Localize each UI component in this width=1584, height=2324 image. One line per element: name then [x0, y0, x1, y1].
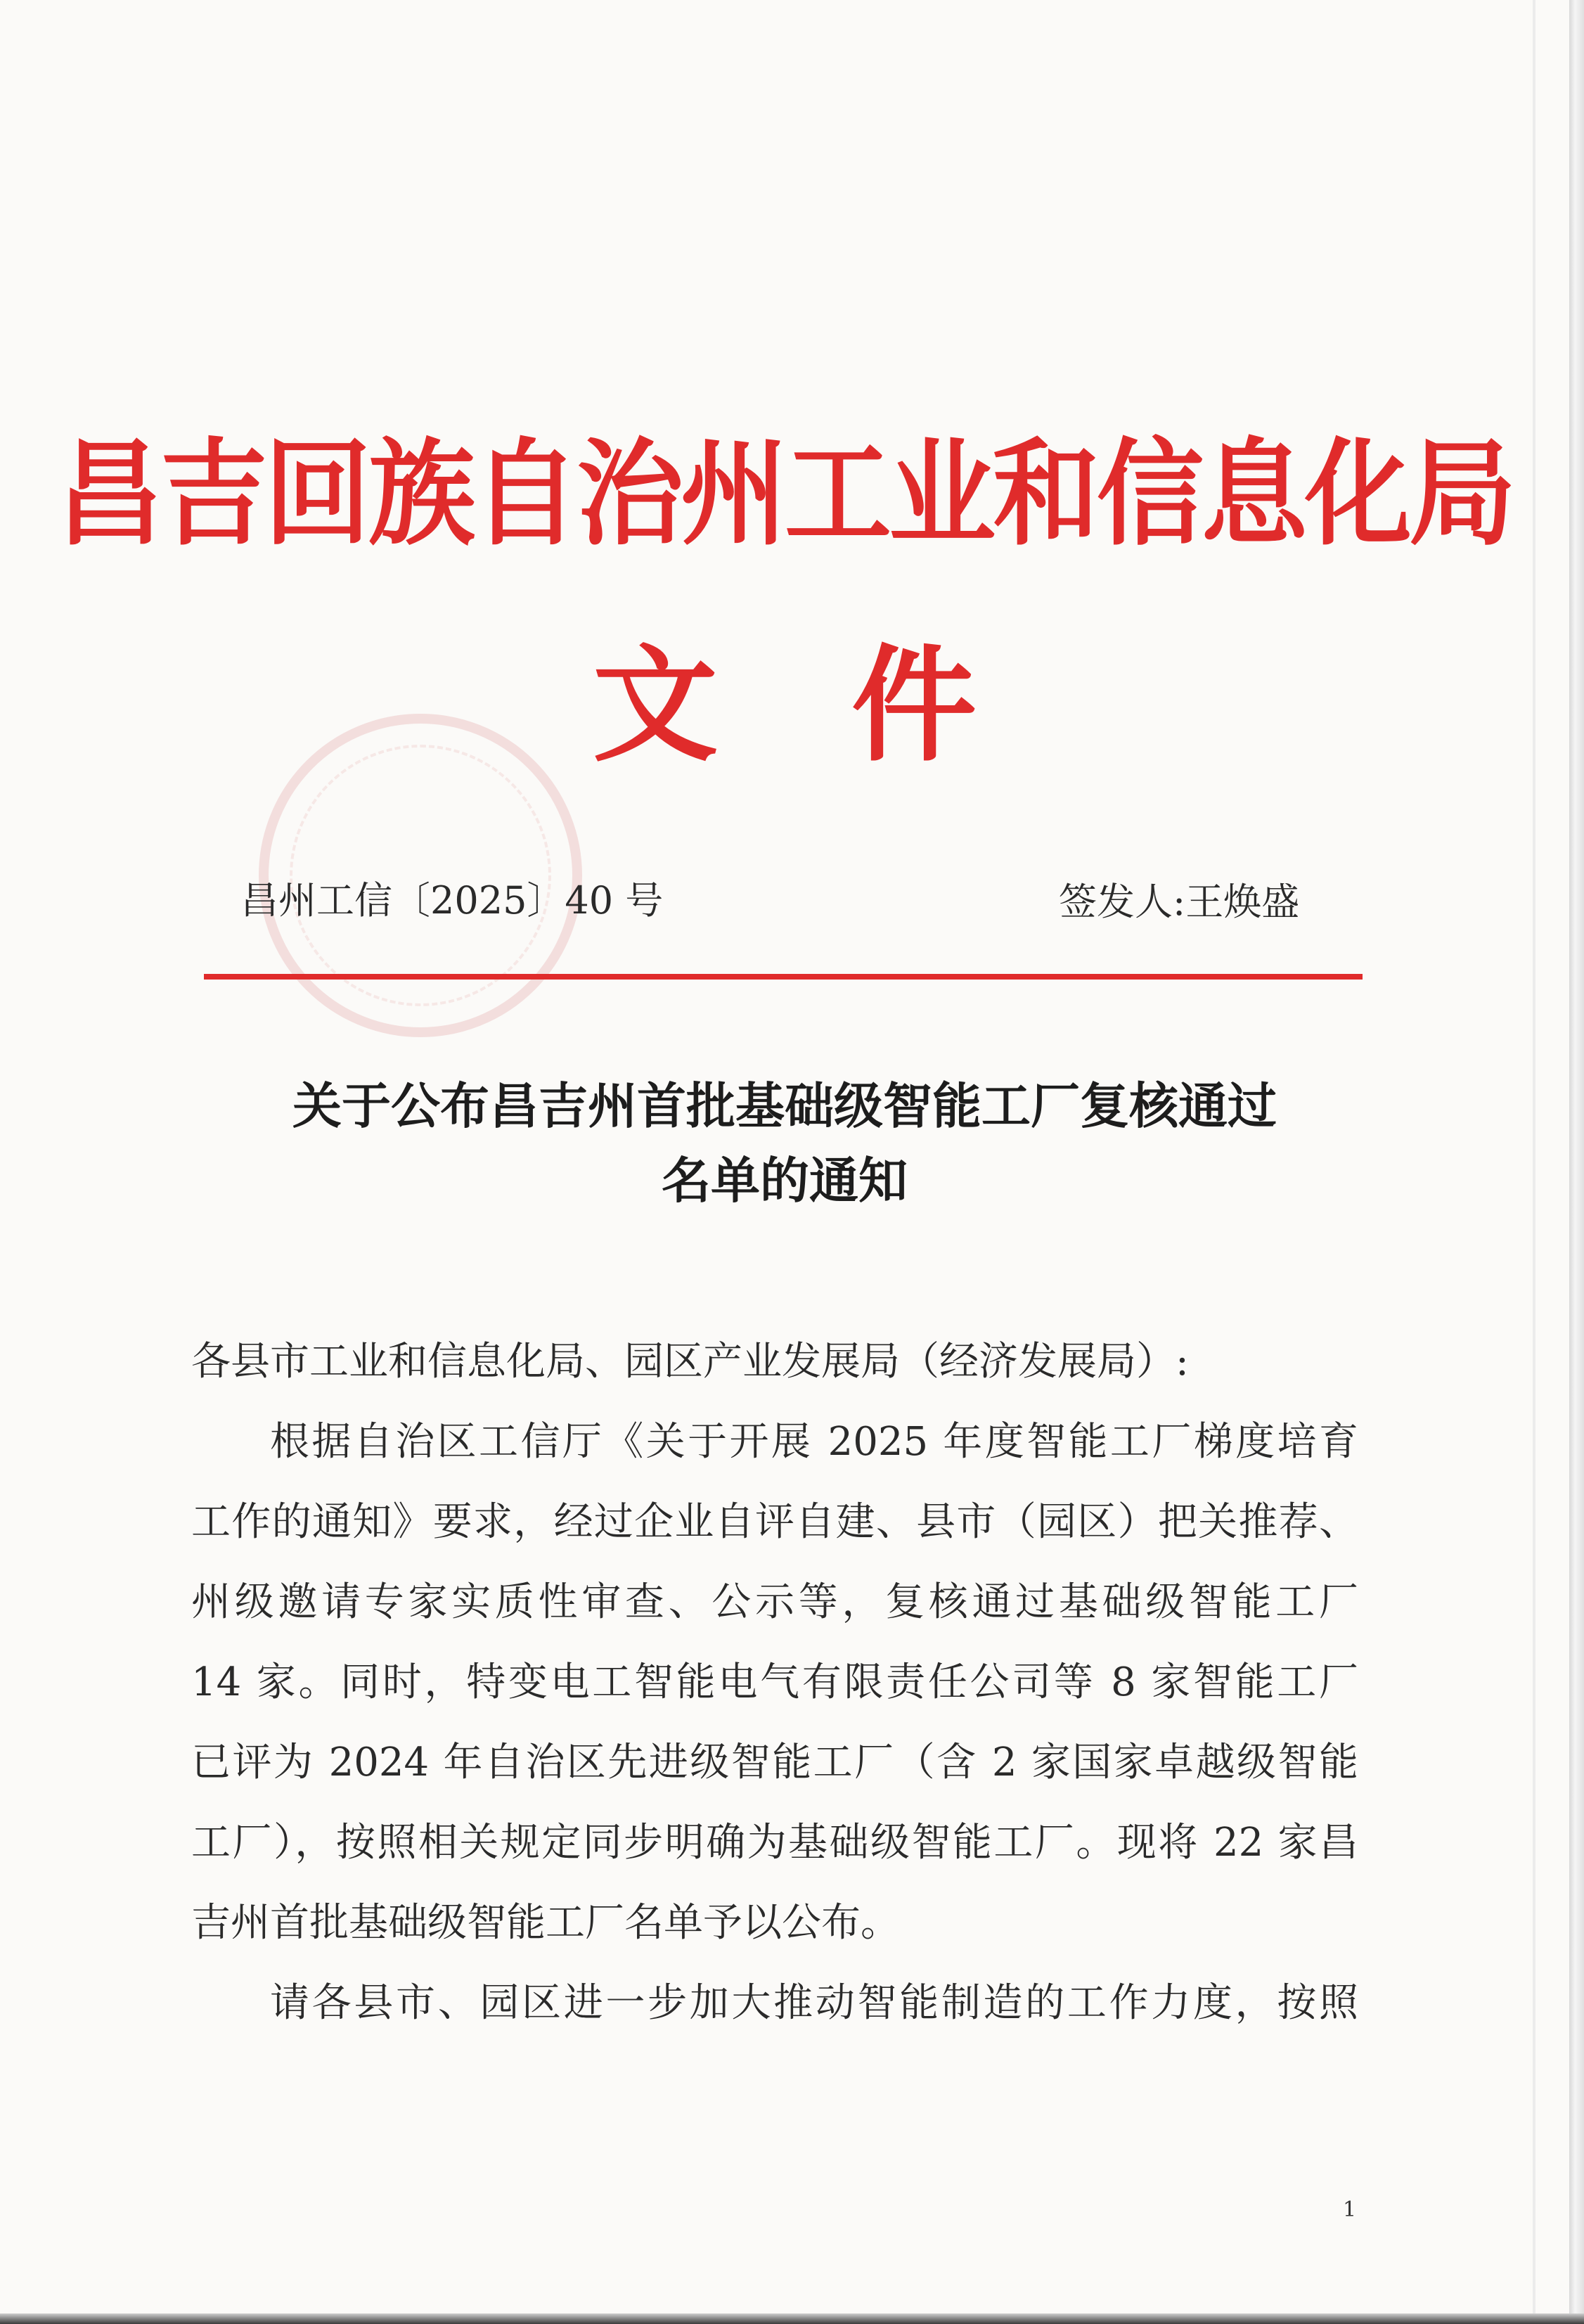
notice-title: [0, 1069, 1569, 1218]
body-line: 工作的通知》要求，经过企业自评自建、县市（园区）把关推荐、: [191, 1499, 1358, 1545]
notice-title-line-2: 名单的通知: [662, 1151, 908, 1209]
signer: 签发人:王焕盛: [1059, 880, 1300, 924]
red-divider-line: [204, 974, 1363, 980]
body-line-salutation: 各县市工业和信息化局、园区产业发展局（经济发展局）:: [191, 1339, 1189, 1385]
body-line: 已评为 2024 年自治区先进级智能工厂（含 2 家国家卓越级智能: [191, 1740, 1358, 1785]
body-line: 工厂），按照相关规定同步明确为基础级智能工厂。现将 22 家昌: [191, 1820, 1358, 1866]
body-line: 州级邀请专家实质性审查、公示等，复核通过基础级智能工厂: [191, 1579, 1358, 1625]
issuing-organization-title: 昌吉回族自治州工业和信息化局: [56, 426, 1513, 562]
body-line: 根据自治区工信厅《关于开展 2025 年度智能工厂梯度培育: [270, 1419, 1358, 1465]
document-word: 文件: [593, 633, 1110, 778]
body-line: 请各县市、园区进一步加大推动智能制造的工作力度，按照: [270, 1980, 1358, 2026]
page-number: 1: [1343, 2197, 1357, 2222]
notice-body: [191, 1322, 1358, 2043]
paper-bottom-edge: [0, 2313, 1584, 2324]
body-line: 14 家。同时，特变电工智能电气有限责任公司等 8 家智能工厂: [191, 1659, 1358, 1705]
body-line: 吉州首批基础级智能工厂名单予以公布。: [191, 1900, 900, 1946]
notice-title-line-1: 关于公布昌吉州首批基础级智能工厂复核通过: [292, 1077, 1277, 1135]
document-number: 昌州工信〔2025〕40 号: [240, 878, 664, 923]
paper-right-edge: [1569, 0, 1584, 2324]
